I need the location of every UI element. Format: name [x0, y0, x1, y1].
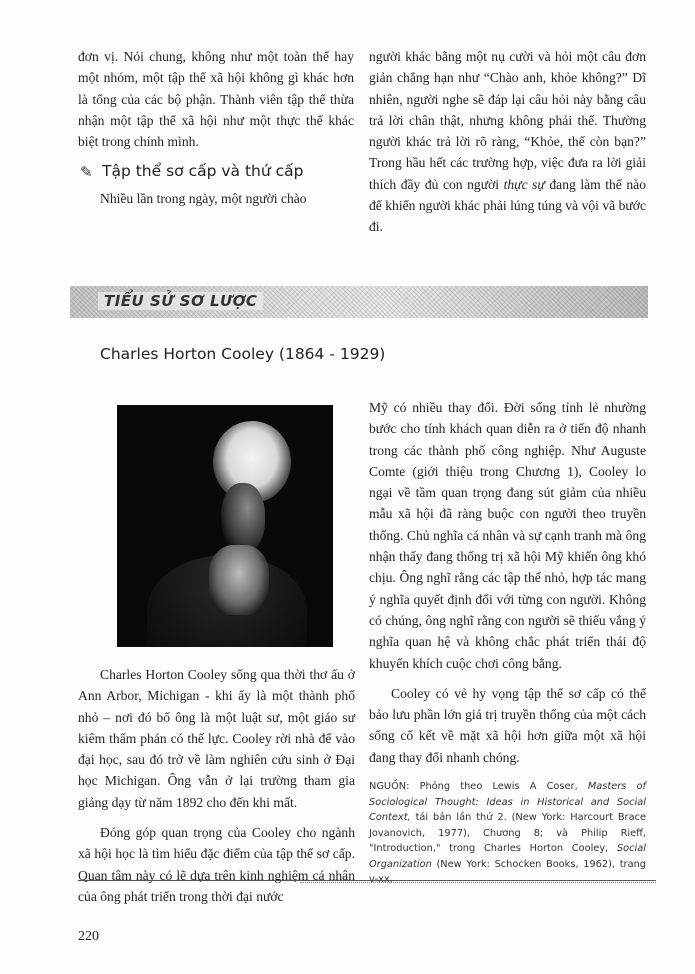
- source-book-title-2: Social Organization: [369, 843, 646, 870]
- intro-continued-end: đang làm thế nào để khiến người khác phải lúng túng và vội vã bước đi.: [369, 176, 646, 235]
- source-pages: (New York: Schocken Books, 1962), trang v-xx.: [369, 858, 646, 885]
- section-text: Nhiều lần trong ngày, một người chào: [100, 191, 307, 206]
- photo-face: [221, 483, 265, 553]
- biography-banner: [70, 286, 648, 318]
- biography-left-column: [78, 664, 355, 907]
- intro-continued: [369, 46, 646, 238]
- emphasis-thuc-su: thực sự: [503, 176, 545, 192]
- biography-right-column: [369, 397, 646, 768]
- bio-paragraph-1: Charles Horton Cooley sống qua thời thơ ấu ở Ann Arbor, Michigan - khi ấy là một thành phố nhỏ – nơi đó bố ông là một luật sư, một giáo sư kiêm thẩm phán có thế lực. Cooley rời nhà để vào đại học, sau đó trở về làm nghiên cứu sinh ở Đại học Michigan. Ông vẫn ở lại trường tham gia giảng dạy từ năm 1892 cho đến khi mất.: [78, 667, 355, 810]
- bio-paragraph-3: Mỹ có nhiều thay đổi. Đời sống tỉnh lẻ nhường bước cho tính khách quan diễn ra ở tiến độ nhanh trong các thành phố công nghiệp. Như Auguste Comte (giới thiệu trong Chương 1), Cooley lo ngại về tầm quan trọng đang sút giảm của nhiều mẫu xã hội đã ràng buộc con người theo truyền thống. Chủ nghĩa cá nhân và sự cạnh tranh mà ông nhận thấy đang thống trị xã hội Mỹ khiến ông khó chịu. Ông nghĩ rằng các tập thể nhỏ, hợp tác mang ý nghĩa quyết định đối với từng con người. Không có chúng, ông nghĩ rằng con người sẽ thiếu vắng ý nghĩa quan hệ và không chắc phát triển thái độ khuyến khích cuộc chơi công bằng.: [369, 400, 646, 671]
- page-number: 220: [78, 929, 99, 944]
- biography-heading: Charles Horton Cooley (1864 - 1929): [100, 345, 386, 363]
- footer-rule: [78, 880, 656, 881]
- banner-label: TIỂU SỬ SƠ LƯỢC: [98, 292, 263, 310]
- bio-paragraph-4: Cooley có vẻ hy vọng tập thể sơ cấp có thể bảo lưu phần lớn giá trị truyền thống của một cách sống cố kết về mặt xã hội hơn giữa một xã hội đang thay đổi nhanh chóng.: [369, 685, 646, 765]
- footer-rule-shadow: [300, 882, 656, 883]
- section-title: Tập thể sơ cấp và thứ cấp: [102, 162, 304, 180]
- bio-paragraph-2: Đóng góp quan trọng của Cooley cho ngành xã hội học là tìm hiểu đặc điểm của tập thể sơ cấp. Quan tâm này có lẽ dựa trên kinh nghiệm cá nhân của ông phát triển trong thời đại nước: [78, 825, 355, 904]
- source-book-title: Masters of Sociological Thought: Ideas in Historical and Social Context,: [369, 781, 646, 823]
- portrait-photo: [117, 405, 333, 647]
- intro-text: đơn vị. Nói chung, không như một toàn thể hay một nhóm, một tập thể xã hội không gì khác hơn là tổng của các bộ phận. Thành viên tập thể thừa nhận một tập thể xã hội như một thực thể khác biệt trong chính mình.: [78, 49, 354, 150]
- photo-hand: [209, 545, 269, 615]
- pen-hand-icon: ✎: [80, 163, 93, 181]
- intro-paragraph-right: [369, 46, 646, 238]
- source-prefix: NGUỒN: Phỏng theo Lewis A Coser,: [369, 781, 578, 792]
- source-note: [369, 779, 646, 888]
- source-details: tái bản lần thứ 2. (New York: Harcourt Brace Jovanovich, 1977), Chương 8; và Philip Rieff, "Introduction," trong Charles Horton Cooley,: [369, 812, 646, 854]
- intro-continued-text: người khác bằng một nụ cười và hỏi một câu đơn giản chẳng hạn như “Chào anh, khỏe không?” Dĩ nhiên, người nghe sẽ đáp lại câu hỏi này bằng câu trả lời chân thật, nhưng không phải thế. Thường người khác trả lời rõ ràng, “Khỏe, thế còn bạn?” Trong hầu hết các trường hợp, việc đưa ra lời giải thích đầy đủ con người: [369, 49, 646, 192]
- section-paragraph-start: [78, 188, 354, 209]
- section-heading: [80, 162, 355, 184]
- intro-paragraph-left: [78, 46, 354, 152]
